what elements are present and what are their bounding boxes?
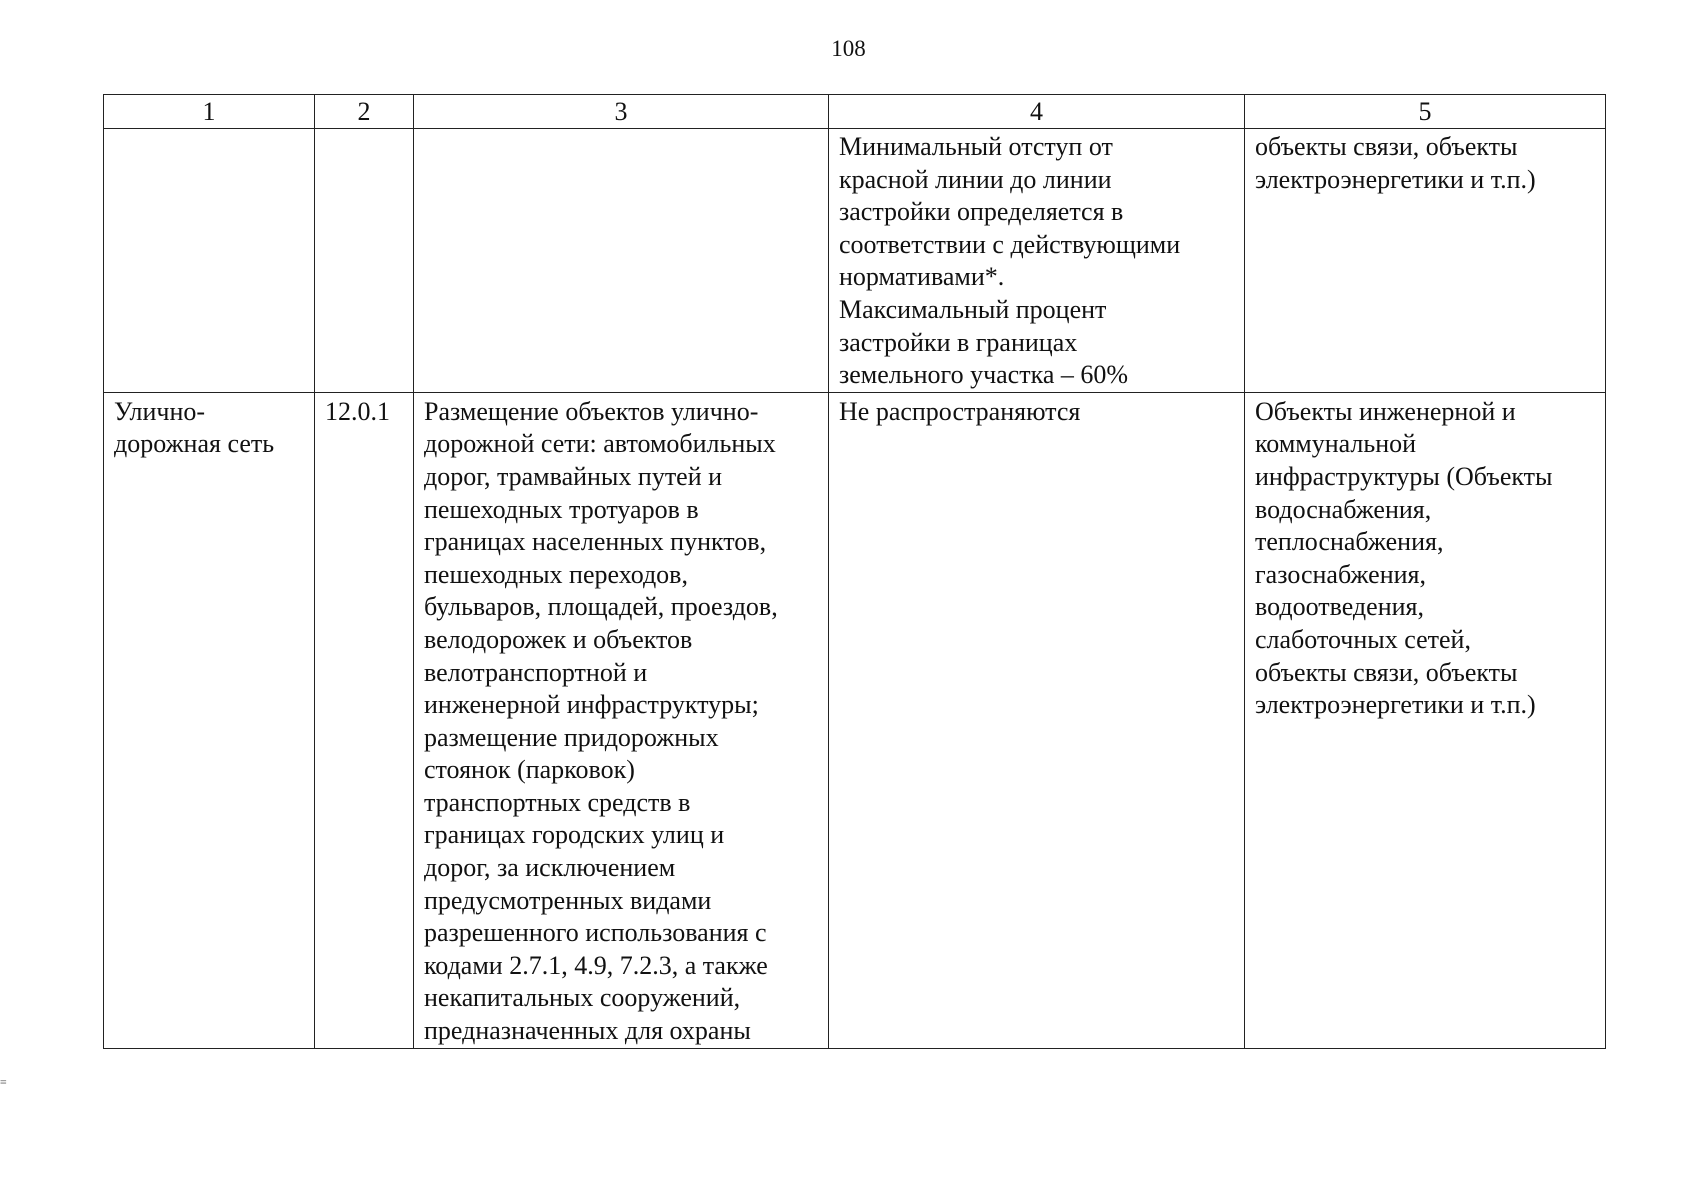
column-header-2: 2 xyxy=(315,95,414,129)
column-header-1: 1 xyxy=(104,95,315,129)
cell-text: объекты связи, объекты электроэнергетики и т.п.) xyxy=(1255,132,1536,194)
table-cell-description xyxy=(414,392,829,1048)
table-cell-code xyxy=(315,129,414,393)
regulations-table xyxy=(103,94,1606,1049)
table-cell-auxiliary-objects xyxy=(1245,129,1606,393)
page-number: 108 xyxy=(831,36,866,61)
column-header-4: 4 xyxy=(829,95,1245,129)
table-cell-parameters xyxy=(829,129,1245,393)
table-cell-use-type xyxy=(104,392,315,1048)
cell-text: Улично- дорожная сеть xyxy=(114,396,275,459)
cell-text: Объекты инженерной и коммунальной инфраструктуры (Объекты водоснабжения, теплоснабжения, газоснабжения, водоотведения, слаботочных сетей, объекты связи, объекты электроэнергетики и т.п.) xyxy=(1255,396,1553,720)
table-header-row xyxy=(104,95,1606,129)
table-cell-code xyxy=(315,392,414,1048)
table-cell-description xyxy=(414,129,829,393)
table-cell-auxiliary-objects xyxy=(1245,392,1606,1048)
binding-mark: ≡ xyxy=(0,1075,7,1089)
cell-text: 12.0.1 xyxy=(325,396,390,426)
table-row xyxy=(104,392,1606,1048)
cell-text: Минимальный отступ от красной линии до линии застройки определяется в соответствии с действующими нормативами*. Максимальный процент застройки в границах земельного участка – 60% xyxy=(839,132,1181,390)
cell-text: Размещение объектов улично- дорожной сети: автомобильных дорог, трамвайных путей и пешеходных тротуаров в границах населенных пунктов, пешеходных переходов, бульваров, площадей, проездов, велодорожек и объектов велотранспортной и инженерной инфраструктуры; размещение придорожных стоянок (парковок) транспортных средств в границах городских улиц и дорог, за исключением предусмотренных видами разрешенного использования с кодами 2.7.1, 4.9, 7.2.3, а также некапитальных сооружений, предназначенных для охраны xyxy=(424,396,778,1046)
table-row xyxy=(104,129,1606,393)
cell-text: Не распространяются xyxy=(839,396,1081,426)
table-cell-use-type xyxy=(104,129,315,393)
column-header-3: 3 xyxy=(414,95,829,129)
table-cell-parameters xyxy=(829,392,1245,1048)
column-header-5: 5 xyxy=(1245,95,1606,129)
